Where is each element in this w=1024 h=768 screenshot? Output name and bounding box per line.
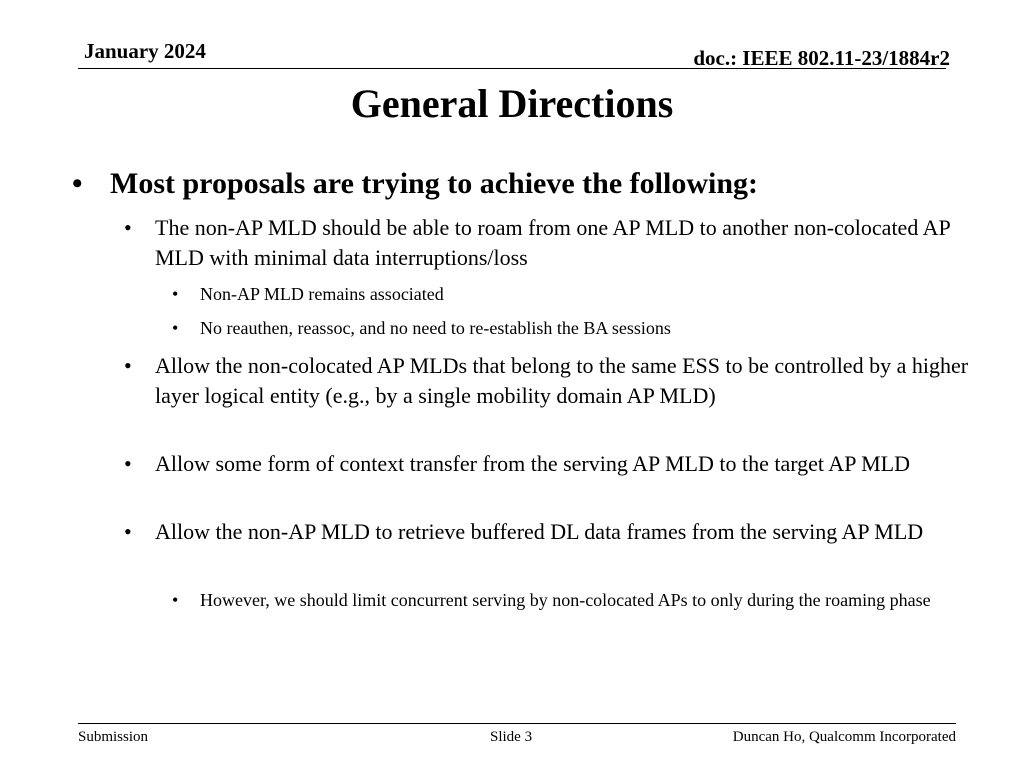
bullet-text: However, we should limit concurrent serving by non-colocated APs to only during the roaming phase (200, 590, 931, 610)
bullet-level2 (124, 213, 975, 273)
bullet-level2 (124, 449, 975, 479)
footer-submission: Submission (78, 729, 149, 745)
bullet-dot: • (124, 451, 132, 476)
bullet-text: Allow the non-colocated AP MLDs that belong to the same ESS to be controlled by a higher layer logical entity (e.g., by a single mobility domain AP MLD) (155, 353, 969, 408)
bullet-text: No reauthen, reassoc, and no need to re-establish the BA sessions (200, 318, 671, 338)
bullet-level1 (72, 167, 960, 201)
bullet-dot: • (124, 215, 132, 240)
bullet-dot: • (172, 590, 179, 610)
header-divider (78, 68, 946, 69)
bullet-level3 (172, 314, 970, 342)
bullet-dot: • (172, 284, 179, 304)
footer-divider (78, 723, 956, 724)
bullet-dot: • (172, 318, 179, 338)
bullet-dot: • (124, 353, 132, 378)
bullet-text: Allow the non-AP MLD to retrieve buffered DL data frames from the serving AP MLD (155, 519, 924, 544)
bullet-level2 (124, 351, 975, 411)
bullet-text: The non-AP MLD should be able to roam from one AP MLD to another non-colocated AP MLD with minimal data interruptions/loss (155, 215, 950, 270)
bullet-dot: • (72, 167, 83, 200)
bullet-text: Non-AP MLD remains associated (200, 284, 444, 304)
footer-slide-number: Slide 3 (490, 729, 533, 745)
bullet-level2 (124, 517, 975, 547)
header-doc-id: doc.: IEEE 802.11-23/1884r2 (693, 46, 950, 70)
bullet-level3 (172, 280, 970, 308)
footer-author: Duncan Ho, Qualcomm Incorporated (732, 729, 956, 745)
bullet-text: Most proposals are trying to achieve the following: (110, 167, 759, 200)
header-date: January 2024 (84, 39, 206, 63)
bullet-text: Allow some form of context transfer from the serving AP MLD to the target AP MLD (155, 451, 911, 476)
bullet-level3 (172, 586, 970, 614)
slide-title: General Directions (350, 81, 674, 126)
bullet-dot: • (124, 519, 132, 544)
